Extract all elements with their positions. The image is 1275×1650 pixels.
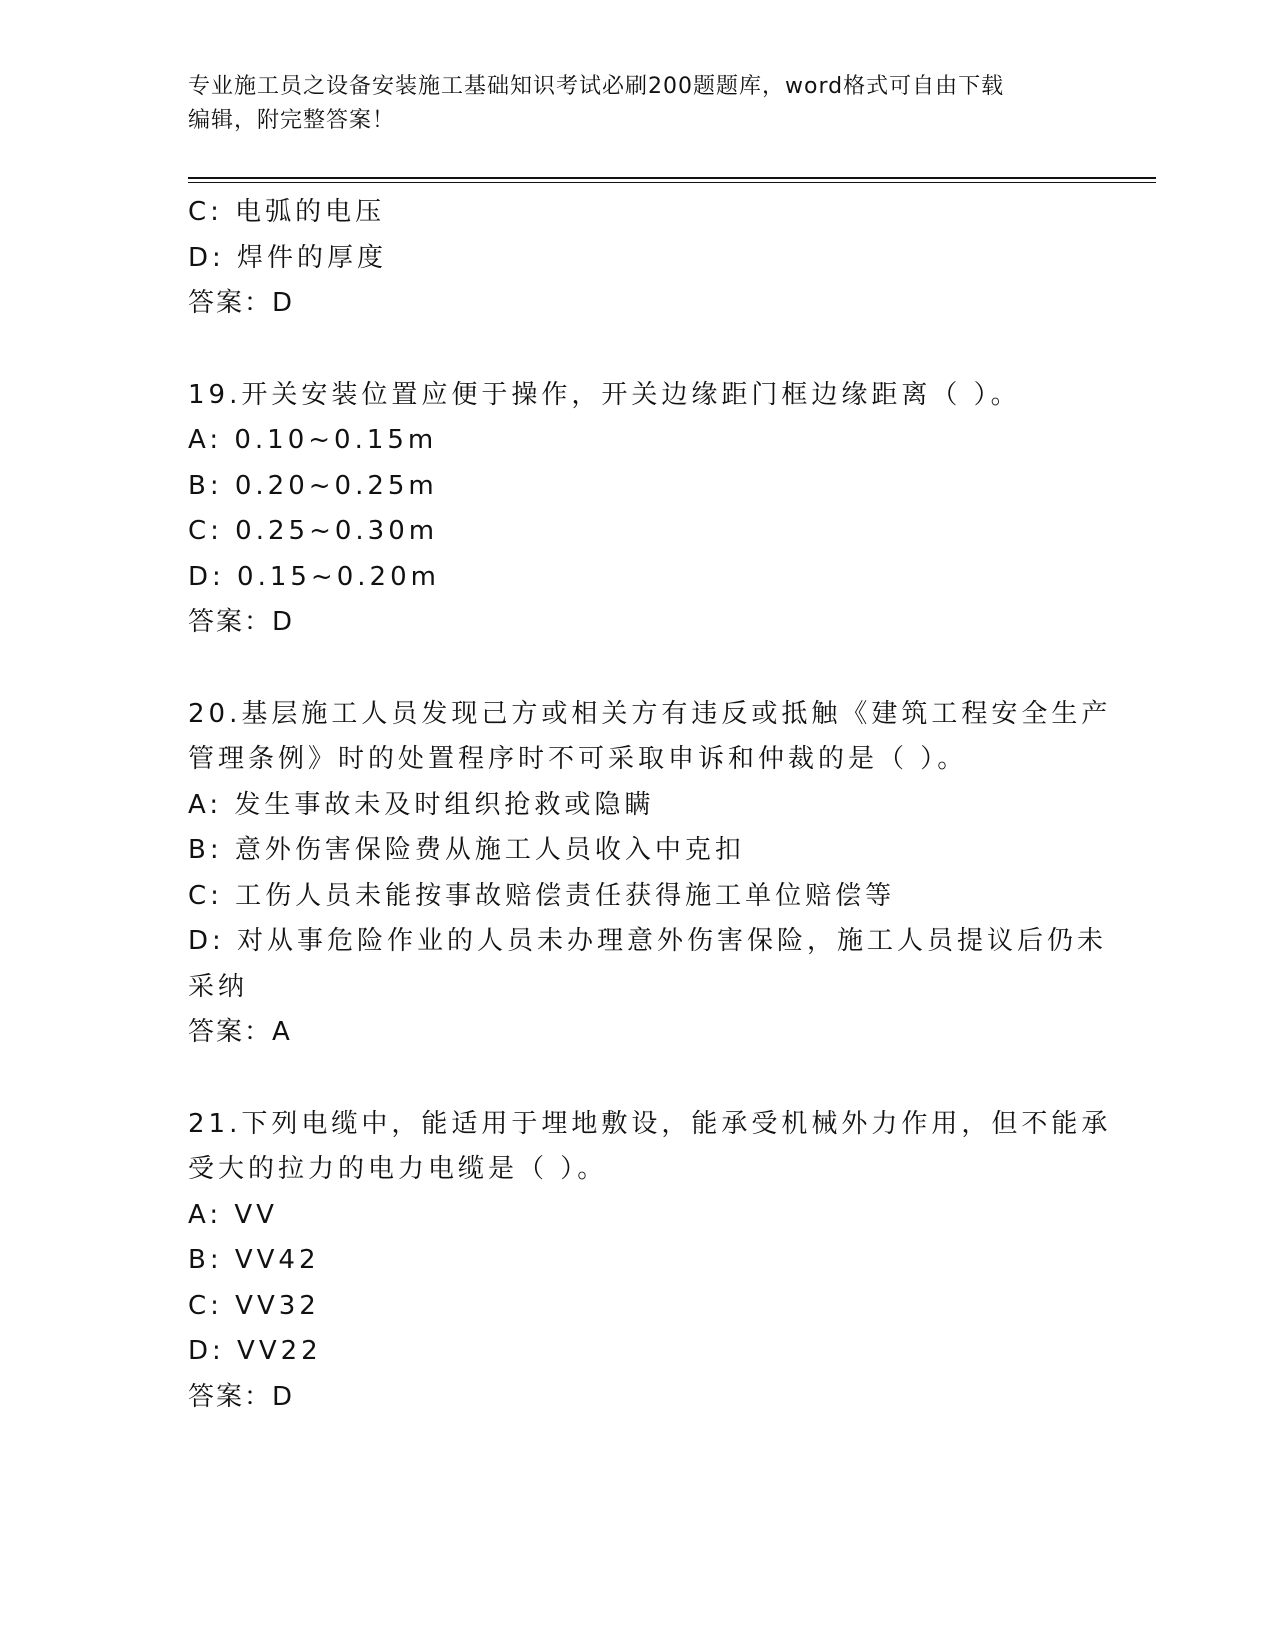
question-19 <box>188 373 1088 646</box>
question-list <box>188 190 1112 1420</box>
option-b: B: 意外伤害保险费从施工人员收入中克扣 <box>188 835 745 865</box>
option-d: D: VV22 <box>188 1336 322 1366</box>
question-stem-line2: 管理条例》时的处置程序时不可采取申诉和仲裁的是（ ）。 <box>188 744 968 774</box>
option-c: C: 0.25~0.30m <box>188 516 439 546</box>
option-d: D: 焊件的厚度 <box>188 242 388 273</box>
question-20 <box>188 692 1112 1056</box>
page-header <box>188 70 1088 138</box>
option-d-line1: D: 对从事危险作业的人员未办理意外伤害保险，施工人员提议后仍未 <box>188 926 1108 956</box>
option-c: C: VV32 <box>188 1290 320 1321</box>
header-rule-thin <box>188 182 1156 183</box>
question-stem-line1: 20.基层施工人员发现己方或相关方有违反或抵触《建筑工程安全生产 <box>188 698 1112 729</box>
answer: 答案：D <box>188 607 295 637</box>
option-a: A: 发生事故未及时组织抢救或隐瞒 <box>188 789 655 820</box>
spacer <box>188 1056 1088 1102</box>
question-stem: 19.开关安装位置应便于操作，开关边缘距门框边缘距离（ ）。 <box>188 379 1021 410</box>
option-b: B: VV42 <box>188 1245 320 1275</box>
answer: 答案：D <box>188 1381 295 1412</box>
option-d-line2: 采纳 <box>188 971 249 1002</box>
option-b: B: 0.20~0.25m <box>188 470 438 501</box>
header-title-line2: 编辑，附完整答案！ <box>188 108 396 133</box>
option-a: A: 0.10~0.15m <box>188 425 438 455</box>
answer: 答案：D <box>188 288 295 318</box>
question-21 <box>188 1102 1112 1421</box>
header-rule-thick <box>188 177 1156 179</box>
spacer <box>188 646 1088 692</box>
question-stem-line1: 21.下列电缆中，能适用于埋地敷设，能承受机械外力作用，但不能承 <box>188 1108 1112 1139</box>
question-stem-line2: 受大的拉力的电力电缆是（ ）。 <box>188 1154 608 1184</box>
spacer <box>188 327 1088 373</box>
option-c: C: 工伤人员未能按事故赔偿责任获得施工单位赔偿等 <box>188 880 896 911</box>
header-title-line1: 专业施工员之设备安装施工基础知识考试必刷200题题库，word格式可自由下载 <box>188 74 1005 99</box>
option-c: C: 电弧的电压 <box>188 197 386 227</box>
answer: 答案：A <box>188 1017 292 1047</box>
question-18-tail <box>188 190 1088 327</box>
option-a: A: VV <box>188 1199 278 1230</box>
option-d: D: 0.15~0.20m <box>188 561 440 592</box>
